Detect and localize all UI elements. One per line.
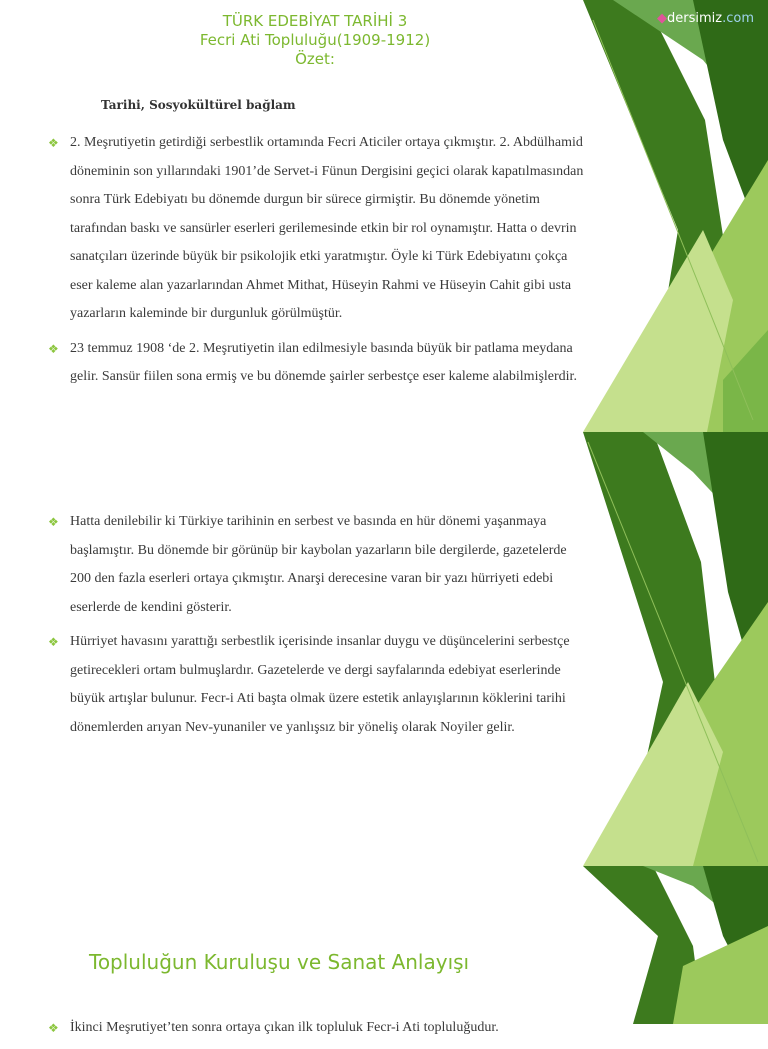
diamond-bullet-icon: ❖ (48, 635, 59, 649)
green-decoration (583, 0, 768, 432)
green-decoration (583, 866, 768, 1024)
diamond-bullet-icon: ❖ (48, 341, 59, 356)
bullet-list (48, 129, 588, 398)
slide-3 (0, 866, 768, 1035)
green-decoration (583, 432, 768, 866)
site-logo: ◆dersimiz.com (657, 11, 754, 26)
title-line-3: Özet: (295, 50, 335, 68)
bullet-list (48, 508, 588, 748)
subheading: Tarihi, Sosyokültürel bağlam (101, 98, 296, 112)
list-item: ❖ Hürriyet havasını yarattığı serbestlik içerisinde insanlar duygu ve düşüncelerini serbestçe getirecekleri ortam bulmuşlardır. Gazetelerde ve dergi sayfalarında edebiyat eserlerinde büyük artışlar bulunur. Fecr-i Ati başta olmak üzere estetik anlayışlarının köklerini tarihi dönemlerden arıyan Nev-yunaniler ve yanlışsız bir yöneliş olarak Noyiler gelir. (48, 628, 588, 742)
list-item: ❖ Hatta denilebilir ki Türkiye tarihinin en serbest ve basında en hür dönemi yaşanmaya başlamıştır. Bu dönemde bir görünüp bir kaybolan yazarların bile dergilerde, gazetelerde 200 den fazla eserleri ortaya çıkmıştır. Anarşi derecesine varan bir yazı hürriyeti edebi eserlerde de kendini gösterir. (48, 508, 588, 622)
list-item: ❖ İkinci Meşrutiyet’ten sonra ortaya çıkan ilk topluluk Fecr-i Ati topluluğudur. (48, 1014, 588, 1043)
bullet-list (48, 1014, 588, 1049)
list-item: ❖ 2. Meşrutiyetin getirdiği serbestlik ortamında Fecri Aticiler ortaya çıkmıştır. 2. Abdülhamid döneminin son yıllarındaki 1901’de Servet-i Fünun Dergisini geçici olarak kapatılmasından sonra Türk Edebiyatı bu dönemde durgun bir sürece girmiştir. Bu dönemde yönetim tarafından baskı ve sansürler eserleri gerilemesinde etkin bir rol oynamıştır. Hatta o devrin sanatçıları üzerinde büyük bir psikolojik etki yaratmıştır. Öyle ki Türk Edebiyatını çokça eser kaleme alan yazarlarından Ahmet Mithat, Hüseyin Rahmi ve Hüseyin Cahit gibi usta yazarların kaleminde bir durgunluk görülmüştür. (48, 129, 588, 329)
title-line-2: Fecri Ati Topluluğu(1909-1912) (199, 31, 431, 49)
slide-title (150, 12, 480, 69)
diamond-bullet-icon: ❖ (48, 1021, 59, 1035)
slide-1 (0, 0, 768, 432)
list-item: ❖ 23 temmuz 1908 ‘de 2. Meşrutiyetin ilan edilmesiyle basında büyük bir patlama meydana gelir. Sansür fiilen sona ermiş ve bu dönemde şairler serbestçe eser kaleme alabilmişlerdir. (48, 335, 588, 392)
diamond-bullet-icon: ❖ (48, 136, 59, 150)
diamond-bullet-icon: ❖ (48, 515, 59, 529)
section-title: Topluluğun Kuruluşu ve Sanat Anlayışı (89, 950, 470, 974)
title-line-1: TÜRK EDEBİYAT TARİHİ 3 (222, 12, 408, 30)
slide-2 (0, 432, 768, 866)
